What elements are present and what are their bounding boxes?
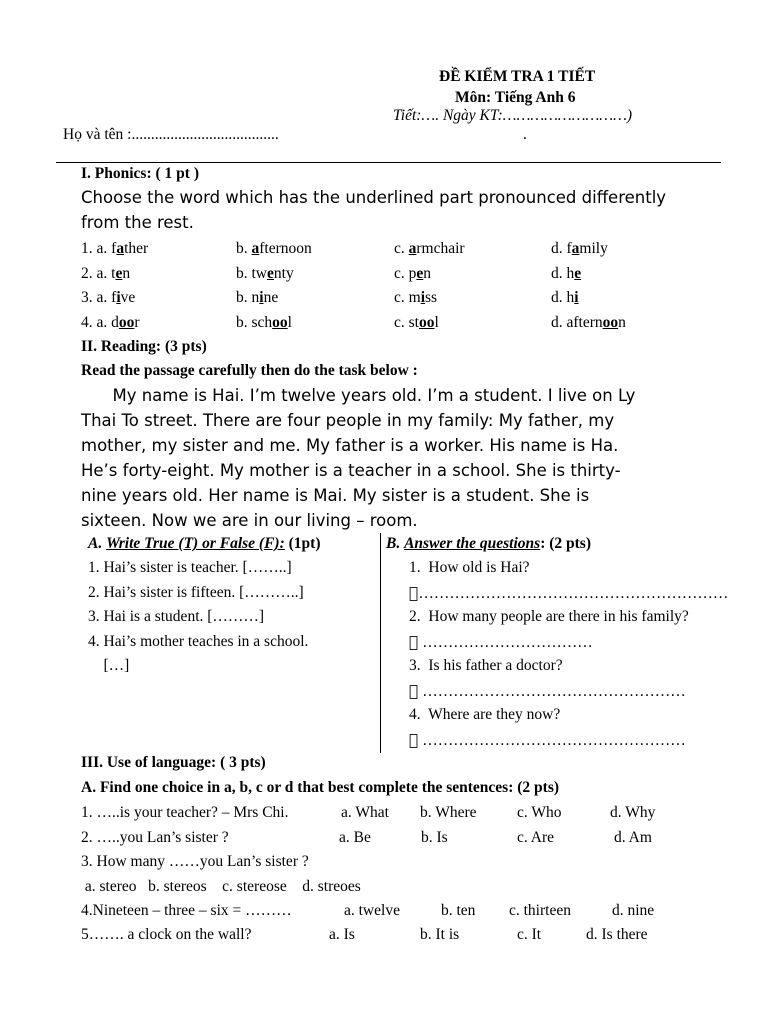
word-start: f — [111, 240, 117, 257]
answer-dots: …………………………………………… — [413, 732, 682, 749]
underlined-sound: i — [574, 289, 579, 306]
word-end: r — [134, 314, 140, 331]
phonics-option-3d — [551, 289, 579, 307]
language-part-a: A. Find one choice in a, b, c or d that best complete the sentences: (2 pts) — [81, 779, 560, 796]
exam-title: ĐỀ KIỂM TRA 1 TIẾT — [439, 68, 596, 85]
answer-dots: …………………………………………… — [413, 683, 682, 700]
word-start: h — [566, 265, 575, 282]
word-start: m — [408, 289, 421, 306]
passage-line: Thai To street. There are four people in my family: My father, my — [81, 411, 615, 430]
q2-option-c: c. Are — [517, 829, 555, 846]
part-a-title: Write True (T) or False (F): — [106, 535, 285, 552]
option-prefix: b. — [236, 265, 252, 282]
question-3-options: a. stereo b. stereos c. stereose d. streoes — [81, 878, 361, 895]
underlined-sound: e — [115, 265, 123, 282]
student-name-line: Họ và tên :...................................... — [63, 126, 279, 143]
part-a-heading — [88, 535, 321, 553]
word-end: nty — [273, 265, 294, 282]
option-prefix: c. — [394, 314, 409, 331]
answer-question: 3. Is his father a doctor? — [409, 657, 563, 674]
true-false-item: 1. Hai’s sister is teacher. [……..] — [88, 559, 292, 576]
word-start: h — [566, 289, 575, 306]
question-5-stem: 5……. a clock on the wall? — [81, 926, 252, 943]
word-end: rmchair — [416, 240, 465, 257]
option-prefix: c. — [394, 289, 409, 306]
header-divider — [56, 162, 721, 163]
word-end: mily — [579, 240, 608, 257]
phonics-option-1a — [81, 240, 148, 258]
option-prefix: d. — [551, 265, 567, 282]
option-prefix: 4. a. — [81, 314, 112, 331]
underlined-sound: oo — [418, 314, 435, 331]
true-false-item: […] — [88, 657, 130, 674]
phonics-option-2d — [551, 265, 581, 283]
answer-line — [409, 682, 686, 701]
part-b-heading — [386, 535, 591, 553]
part-b-points: : (2 pts) — [540, 535, 592, 552]
phonics-option-3a — [81, 289, 135, 307]
phonics-option-4b — [236, 314, 292, 332]
underlined-sound: e — [416, 265, 424, 282]
option-prefix: d. — [551, 289, 567, 306]
word-end: ther — [124, 240, 149, 257]
arrow-icon — [409, 633, 414, 651]
option-prefix: b. — [236, 314, 252, 331]
true-false-item: 3. Hai is a student. [………] — [88, 608, 265, 625]
word-end: l — [434, 314, 439, 331]
word-start: f — [111, 289, 117, 306]
phonics-option-3c — [394, 289, 437, 307]
option-prefix: d. — [551, 314, 567, 331]
option-prefix: 2. a. — [81, 265, 112, 282]
q5-option-b: b. It is — [420, 926, 460, 943]
phonics-option-1c — [394, 240, 465, 258]
phonics-option-2a — [81, 265, 130, 283]
phonics-option-3b — [236, 289, 278, 307]
underlined-sound: e — [267, 265, 274, 282]
word-end: ss — [425, 289, 438, 306]
passage-line: nine years old. Her name is Mai. My sister is a student. She is — [81, 486, 590, 505]
underlined-sound: oo — [602, 314, 619, 331]
passage-line: sixteen. Now we are in our living – room. — [81, 511, 418, 530]
option-prefix: b. — [236, 240, 252, 257]
underlined-sound: oo — [272, 314, 288, 331]
phonics-heading: I. Phonics: ( 1 pt ) — [81, 165, 199, 182]
part-a-points: (1pt) — [284, 535, 321, 552]
underlined-sound: a — [251, 240, 260, 257]
underlined-sound: a — [408, 240, 417, 257]
reading-instruction: Read the passage carefully then do the task below : — [81, 362, 418, 379]
option-prefix: d. — [551, 240, 567, 257]
option-prefix: b. — [236, 289, 252, 306]
q5-option-c: c. It — [517, 926, 542, 943]
q1-option-b: b. Where — [420, 804, 477, 821]
question-4-stem: 4.Nineteen – three – six = ……… — [81, 902, 292, 919]
phonics-option-1d — [551, 240, 608, 258]
word-start: f — [566, 240, 572, 257]
answer-question: 2. How many people are there in his family? — [409, 608, 689, 625]
word-end: ve — [120, 289, 136, 306]
word-start: p — [408, 265, 417, 282]
language-heading: III. Use of language: ( 3 pts) — [81, 754, 266, 771]
option-prefix: c. — [394, 265, 409, 282]
exam-subject: Môn: Tiếng Anh 6 — [455, 89, 576, 106]
answer-dots: …………………………… — [413, 634, 589, 651]
phonics-option-4c — [394, 314, 439, 332]
name-line-dot: . — [523, 126, 527, 143]
underlined-sound: e — [574, 265, 582, 282]
exam-period-line: Tiết:…. Ngày KT:………………………) — [393, 107, 633, 124]
word-start: tw — [251, 265, 267, 282]
q4-option-d: d. nine — [612, 902, 655, 919]
word-start: st — [408, 314, 419, 331]
question-2-stem: 2. …..you Lan’s sister ? — [81, 829, 229, 846]
passage-line: He’s forty-eight. My mother is a teacher in a school. She is thirty- — [81, 461, 621, 480]
word-start: t — [111, 265, 116, 282]
passage-line: My name is Hai. I’m twelve years old. I’m a student. I live on Ly — [81, 386, 636, 405]
q4-option-a: a. twelve — [344, 902, 400, 919]
question-1-stem: 1. …..is your teacher? – Mrs Chi. — [81, 804, 289, 821]
q2-option-a: a. Be — [339, 829, 371, 846]
q4-option-c: c. thirteen — [509, 902, 571, 919]
word-start: sch — [251, 314, 273, 331]
answer-line — [409, 584, 728, 603]
word-end: l — [287, 314, 292, 331]
question-3-stem: 3. How many ……you Lan’s sister ? — [81, 853, 309, 870]
part-b-label: B. — [386, 535, 401, 552]
answer-question: 1. How old is Hai? — [409, 559, 530, 576]
answer-line — [409, 731, 686, 750]
phonics-option-4d — [551, 314, 626, 332]
option-prefix: 1. a. — [81, 240, 112, 257]
answer-dots: …………………………………………………… — [413, 585, 724, 602]
arrow-icon — [409, 682, 414, 700]
column-divider — [380, 533, 381, 753]
q5-option-a: a. Is — [329, 926, 355, 943]
reading-passage — [81, 383, 701, 533]
phonics-option-1b — [236, 240, 312, 258]
answer-question: 4. Where are they now? — [409, 706, 561, 723]
word-end: ne — [263, 289, 279, 306]
underlined-sound: i — [116, 289, 121, 306]
word-end: n — [618, 314, 626, 331]
word-end: n — [423, 265, 432, 282]
word-start: aftern — [566, 314, 603, 331]
option-prefix: c. — [394, 240, 409, 257]
underlined-sound: a — [571, 240, 580, 257]
q1-option-a: a. What — [341, 804, 389, 821]
question-1 — [81, 804, 289, 822]
option-prefix: 3. a. — [81, 289, 112, 306]
reading-heading: II. Reading: (3 pts) — [81, 338, 207, 355]
q5-option-d: d. Is there — [586, 926, 648, 943]
underlined-sound: i — [420, 289, 426, 306]
word-start: d — [111, 314, 119, 331]
answer-line — [409, 633, 593, 652]
phonics-option-2c — [394, 265, 431, 283]
phonics-option-2b — [236, 265, 294, 283]
word-end: fternoon — [259, 240, 312, 257]
arrow-icon — [409, 731, 414, 749]
q2-option-d: d. Am — [614, 829, 652, 846]
phonics-instruction-2: from the rest. — [81, 213, 194, 232]
q1-option-c: c. Who — [517, 804, 562, 821]
word-end: n — [122, 265, 131, 282]
underlined-sound: oo — [118, 314, 135, 331]
true-false-item: 4. Hai’s mother teaches in a school. — [88, 633, 309, 650]
phonics-option-4a — [81, 314, 140, 332]
part-a-label: A. — [88, 535, 103, 552]
q2-option-b: b. Is — [421, 829, 448, 846]
q4-option-b: b. ten — [441, 902, 476, 919]
part-b-title: Answer the questions — [404, 535, 541, 552]
underlined-sound: i — [259, 289, 264, 306]
word-start: n — [251, 289, 260, 306]
true-false-item: 2. Hai’s sister is fifteen. [………..] — [88, 584, 304, 601]
phonics-instruction-1: Choose the word which has the underlined part pronounced differently — [81, 188, 667, 207]
arrow-icon — [409, 584, 414, 602]
underlined-sound: a — [116, 240, 125, 257]
passage-line: mother, my sister and me. My father is a worker. His name is Ha. — [81, 436, 619, 455]
q1-option-d: d. Why — [610, 804, 656, 821]
